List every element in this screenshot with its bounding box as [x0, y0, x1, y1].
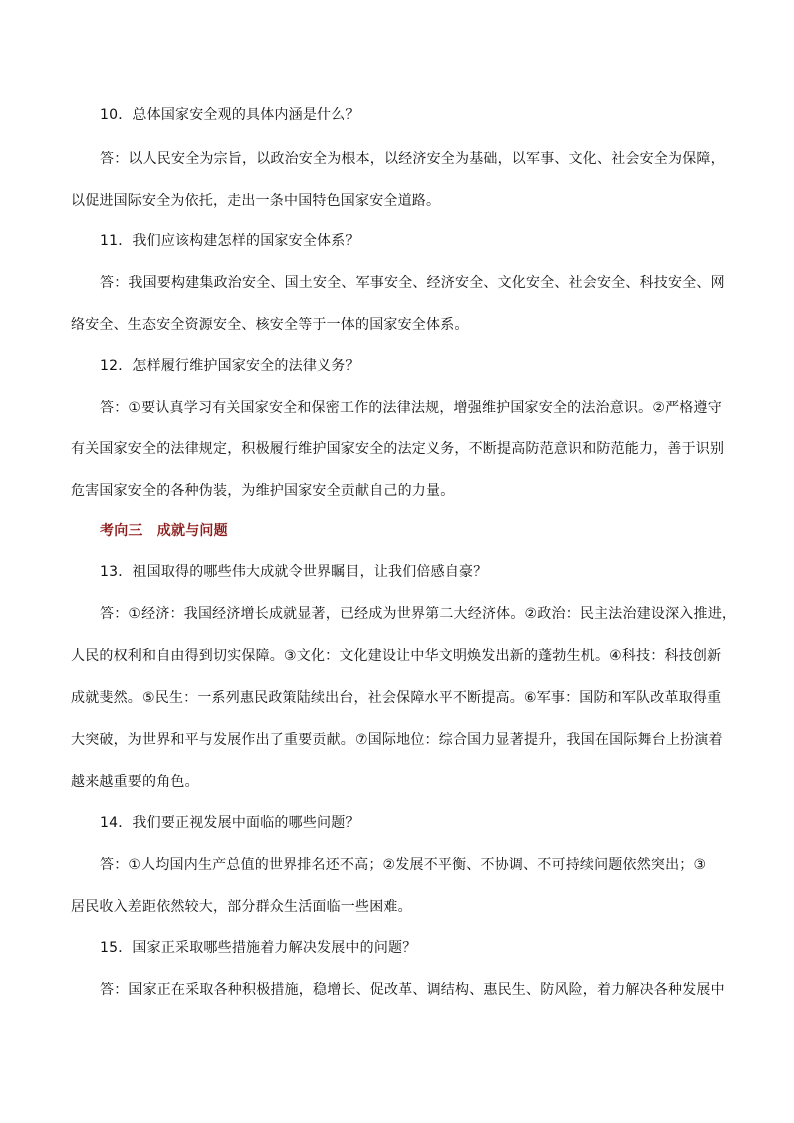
- question-11: 11．我们应该构建怎样的国家安全体系？: [100, 233, 360, 249]
- answer-12-line-2: 有关国家安全的法律规定，积极履行维护国家安全的法定义务，不断提高防范意识和防范能力，善于识别: [71, 441, 725, 457]
- question-10: 10．总体国家安全观的具体内涵是什么？: [100, 107, 360, 123]
- answer-14-line-2: 居民收入差距依然较大，部分群众生活面临一些困难。: [71, 899, 412, 915]
- answer-13-line-1: 答：①经济：我国经济增长成就显著，已经成为世界第二大经济体。②政治：民主法治建设深入推进，: [100, 606, 737, 622]
- question-12: 12．怎样履行维护国家安全的法律义务？: [100, 358, 360, 374]
- answer-15-line-1: 答：国家正在采取各种积极措施，稳增长、促改革、调结构、惠民生、防风险，着力解决各种发展中: [100, 982, 725, 998]
- answer-14-line-1: 答：①人均国内生产总值的世界排名还不高；②发展不平衡、不协调、不可持续问题依然突出；③: [100, 857, 707, 873]
- answer-13-line-3: 成就斐然。⑤民生：一系列惠民政策陆续出台，社会保障水平不断提高。⑥军事：国防和军队改革取得重: [71, 690, 722, 706]
- answer-10-line-2: 以促进国际安全为依托，走出一条中国特色国家安全道路。: [71, 193, 441, 209]
- answer-10-line-1: 答：以人民安全为宗旨，以政治安全为根本，以经济安全为基础，以军事、文化、社会安全为保障，: [100, 151, 725, 167]
- answer-13-line-4: 大突破，为世界和平与发展作出了重要贡献。⑦国际地位：综合国力显著提升，我国在国际舞台上扮演着: [71, 732, 723, 748]
- answer-11-line-2: 络安全、生态安全资源安全、核安全等于一体的国家安全体系。: [71, 317, 469, 333]
- section-title: 考向三 成就与问题: [100, 523, 228, 539]
- answer-11-line-1: 答：我国要构建集政治安全、国土安全、军事安全、经济安全、文化安全、社会安全、科技安全、网: [100, 275, 725, 291]
- question-13: 13．祖国取得的哪些伟大成就令世界瞩目，让我们倍感自豪？: [100, 564, 488, 580]
- answer-13-line-2: 人民的权利和自由得到切实保障。③文化：文化建设让中华文明焕发出新的蓬勃生机。④科技：科技创新: [71, 648, 722, 664]
- answer-12-line-3: 危害国家安全的各种伪装，为维护国家安全贡献自己的力量。: [71, 483, 455, 499]
- question-15: 15．国家正采取哪些措施着力解决发展中的问题？: [100, 940, 417, 956]
- question-14: 14．我们要正视发展中面临的哪些问题？: [100, 815, 360, 831]
- answer-13-line-5: 越来越重要的角色。: [71, 774, 199, 790]
- answer-12-line-1: 答：①要认真学习有关国家安全和保密工作的法律法规，增强维护国家安全的法治意识。②严格遵守: [100, 400, 722, 416]
